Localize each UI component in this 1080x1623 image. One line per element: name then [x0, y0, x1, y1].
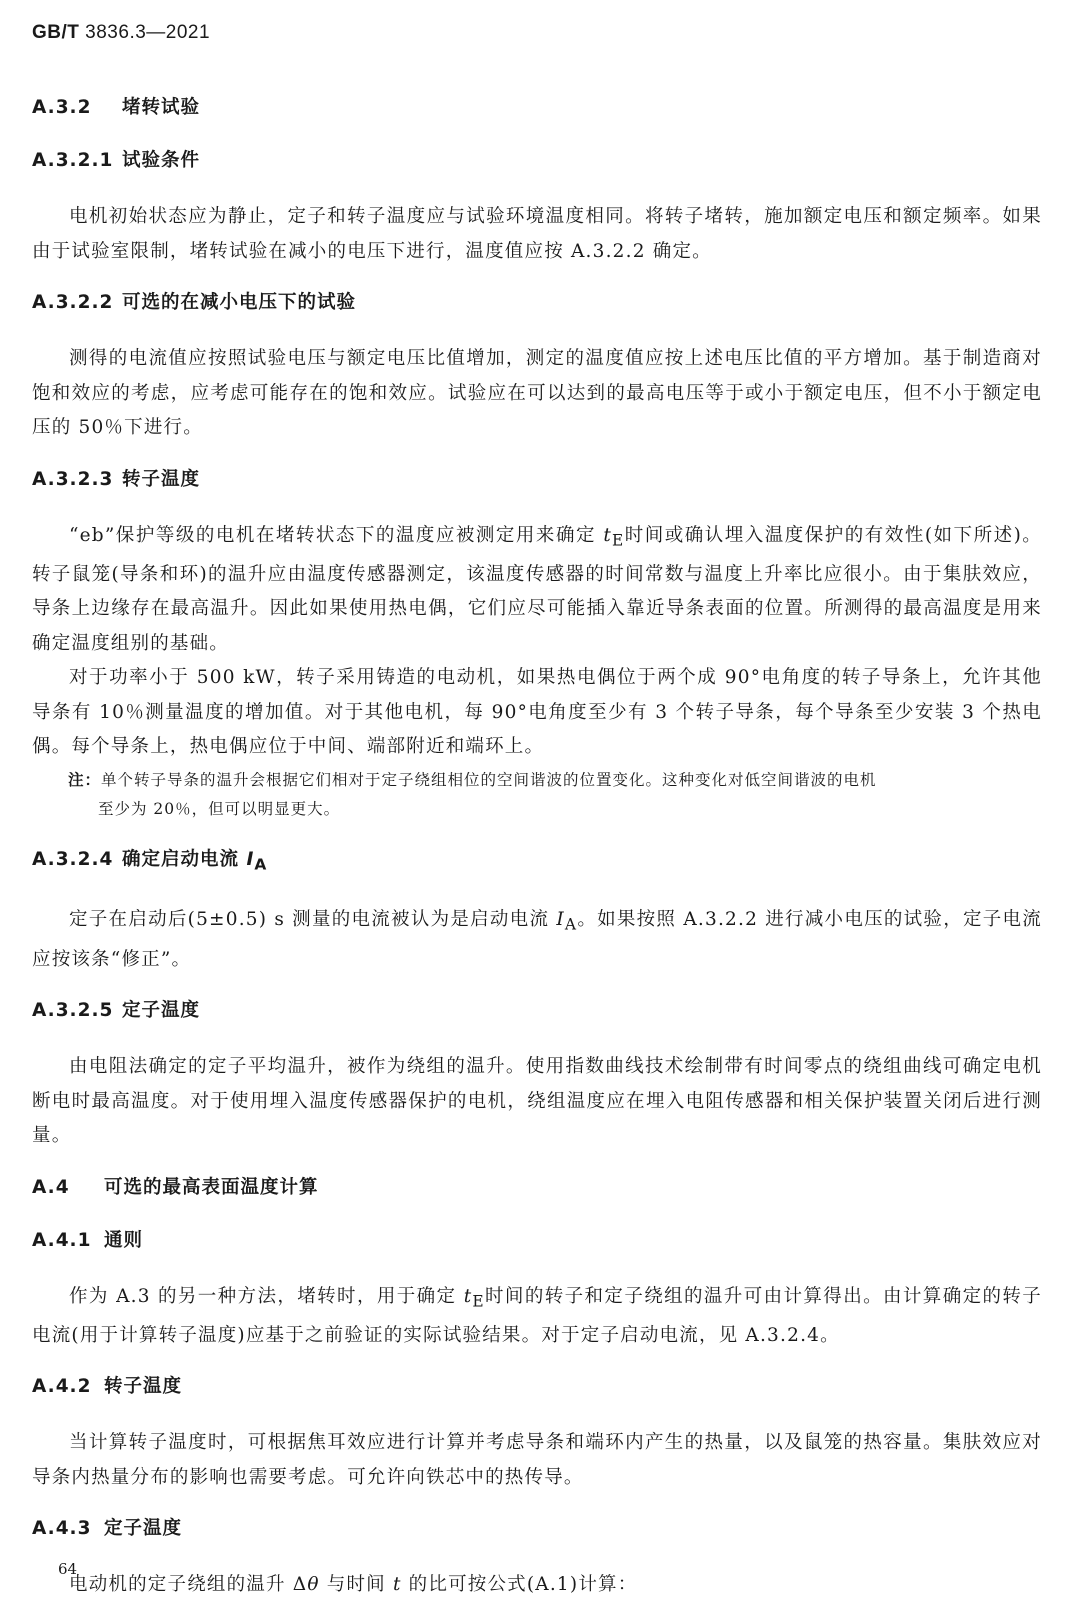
section-title: 定子温度	[122, 1000, 201, 1022]
paragraph: 对于功率小于 500 kW，转子采用铸造的电动机，如果热电偶位于两个成 90°电角度的转子导条上，允许其他导条有 10％测量温度的增加值。对于其他电机，每 90°电角度至少有 3 个转子导条，每个导条至少安装 3 个热电偶。每个导条上，热电偶应位于中间、端部附近和端环上。	[32, 667, 1042, 758]
standard-code-header	[32, 22, 210, 44]
text-run: 时间的转子和定子绕组的温升可由计算得出。由计算确定的转子电流(用于计算转子温度)应基于之前验证的实际试验结果。对于定子启动电流，见 A.3.2.4。	[32, 1285, 1042, 1346]
section-number: A.3.2.5	[32, 1000, 114, 1022]
section-number: A.3.2.1	[32, 150, 114, 171]
section-title: 确定启动电流	[122, 848, 247, 870]
section-number: A.4.3	[32, 1518, 92, 1540]
section-title: 通则	[104, 1229, 144, 1251]
page-number: 64	[58, 1560, 78, 1578]
text-run: 时间或确认埋入温度保护的有效性(如下所述)。转子鼠笼(导条和环)的温升应由温度传感器测定，该温度传感器的时间常数与温度上升率比应很小。由于集肤效应，导条上边缘存在最高温升。因此如果使用热电偶，它们应尽可能插入靠近导条表面的位置。所测得的最高温度是用来确定温度组别的基础。	[32, 524, 1042, 654]
section-number: A.4.2	[32, 1376, 92, 1398]
text-run: 与时间	[319, 1574, 393, 1596]
paragraph	[32, 903, 1042, 977]
math-subscript: E	[472, 1292, 485, 1311]
math-variable: t	[392, 1574, 402, 1596]
math-subscript: E	[611, 531, 625, 550]
section-number: A.3.2.4	[32, 848, 114, 870]
paragraph	[32, 1568, 1042, 1603]
text-run: “eb”保护等级的电机在堵转状态下的温度应被测定用来确定	[69, 524, 604, 546]
section-title: 转子温度	[104, 1376, 183, 1398]
paragraph: 由电阻法确定的定子平均温升，被作为绕组的温升。使用指数曲线技术绘制带有时间零点的绕组曲线可确定电机断电时最高温度。对于使用埋入温度传感器保护的电机，绕组温度应在埋入电阻传感器和相关保护装置关闭后进行测量。	[32, 1056, 1042, 1147]
section-title: 转子温度	[122, 468, 201, 490]
note	[32, 765, 1042, 824]
text-run: 电动机的定子绕组的温升 Δ	[69, 1574, 308, 1596]
section-title: 堵转试验	[122, 97, 201, 118]
section-title: 可选的在减小电压下的试验	[122, 292, 357, 313]
math-variable: t	[463, 1285, 473, 1307]
section-title: 试验条件	[122, 150, 201, 171]
math-variable: I	[556, 909, 565, 931]
paragraph: 电机初始状态应为静止，定子和转子温度应与试验环境温度相同。将转子堵转，施加额定电压和额定频率。如果由于试验室限制，堵转试验在减小的电压下进行，温度值应按 A.3.2.2 确定。	[32, 206, 1042, 262]
section-heading-a-3-2-3	[32, 466, 1042, 494]
section-number: A.4	[32, 1176, 70, 1198]
text-run: 作为 A.3 的另一种方法，堵转时，用于确定	[69, 1285, 464, 1307]
section-title: 定子温度	[104, 1518, 183, 1540]
section-heading-a-4-2	[32, 1373, 1042, 1401]
note-label: 注：	[68, 769, 102, 789]
text-run: 的比可按公式(A.1)计算：	[401, 1574, 638, 1596]
section-heading-a-3-2	[32, 94, 1042, 122]
math-variable: t	[603, 524, 612, 546]
section-heading-a-3-2-5	[32, 997, 1042, 1025]
section-heading-a-4	[32, 1174, 1042, 1202]
note-text: 单个转子导条的温升会根据它们相对于定子绕组相位的空间谐波的位置变化。这种变化对低空间谐波的电机	[101, 770, 877, 789]
paragraph	[32, 519, 1042, 662]
section-heading-a-3-2-4	[32, 846, 1042, 879]
paragraph: 测得的电流值应按照试验电压与额定电压比值增加，测定的温度值应按上述电压比值的平方增加。基于制造商对饱和效应的考虑，应考虑可能存在的饱和效应。试验应在可以达到的最高电压等于或小于额定电压，但不小于额定电压的 50％下进行。	[32, 348, 1042, 438]
math-variable: I	[246, 848, 255, 870]
standard-number: 3836.3—2021	[85, 22, 211, 43]
section-title: 可选的最高表面温度计算	[104, 1176, 319, 1198]
paragraph	[32, 1280, 1042, 1354]
document-body	[32, 94, 1042, 1623]
math-variable: θ	[307, 1574, 320, 1596]
section-number: A.3.2.3	[32, 468, 114, 490]
text-run: 。如果按照 A.3.2.2 进行减小电压的试验，定子电流应按该条“修正”。	[32, 909, 1042, 970]
math-subscript: A	[254, 855, 268, 874]
section-number: A.4.1	[32, 1229, 92, 1251]
section-number: A.3.2.2	[32, 292, 114, 313]
section-number: A.3.2	[32, 97, 92, 118]
section-heading-a-3-2-1	[32, 147, 1042, 175]
math-subscript: A	[564, 916, 578, 935]
paragraph: 当计算转子温度时，可根据焦耳效应进行计算并考虑导条和端环内产生的热量，以及鼠笼的热容量。集肤效应对导条内热量分布的影响也需要考虑。可允许向铁芯中的热传导。	[32, 1432, 1042, 1488]
note-text-continued: 至少为 20％，但可以明显更大。	[98, 799, 341, 818]
section-heading-a-4-1	[32, 1227, 1042, 1255]
section-heading-a-4-3	[32, 1515, 1042, 1543]
section-heading-a-3-2-2	[32, 289, 1042, 317]
text-run: 定子在启动后(5±0.5) s 测量的电流被认为是启动电流	[69, 909, 557, 931]
standard-prefix: GB/T	[32, 22, 80, 43]
